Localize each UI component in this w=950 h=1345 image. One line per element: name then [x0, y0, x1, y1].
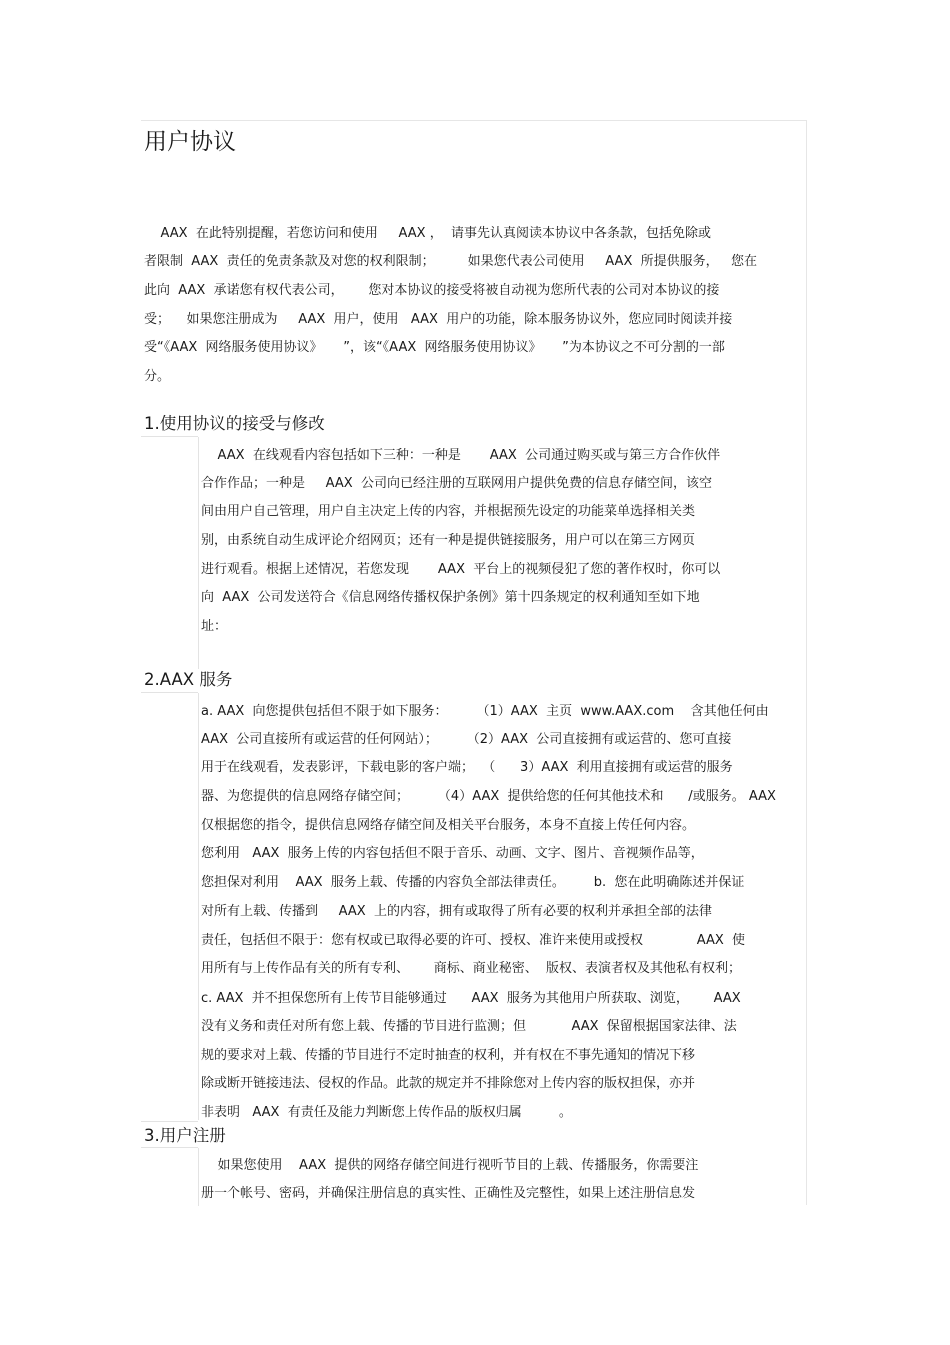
section-2-line: 您利用 AAX 服务上传的内容包括但不限于音乐、动画、文字、图片、音视频作品等， — [201, 846, 704, 861]
section-2-line: 器、为您提供的信息网络存储空间； （4）AAX 提供给您的任何其他技术和 /或服务。 AAX — [201, 789, 776, 804]
section-3-line: 如果您使用 AAX 提供的网络存储空间进行视听节目的上载、传播服务，你需要注 — [201, 1158, 699, 1173]
document-title: 用户协议 — [144, 129, 236, 155]
section-2-line: 没有义务和责任对所有您上载、传播的节目进行监测；但 AAX 保留根据国家法律、法 — [201, 1019, 737, 1034]
section-1-line: 合作作品；一种是 AAX 公司向已经注册的互联网用户提供免费的信息存储空间，该空 — [201, 476, 712, 491]
section-1-line: 别，由系统自动生成评论介绍网页；还有一种是提供链接服务，用户可以在第三方网页 — [201, 533, 696, 548]
section-heading-1: 1.使用协议的接受与修改 — [144, 414, 325, 433]
section-2-line: AAX 公司直接所有或运营的任何网站）； （2）AAX 公司直接拥有或运营的、您可直接 — [201, 732, 732, 747]
section-2-line: 用于在线观看，发表影评，下载电影的客户端； （ 3）AAX 利用直接拥有或运营的服务 — [201, 760, 733, 775]
intro-line: 分。 — [144, 369, 171, 384]
section-heading-2: 2.AAX 服务 — [144, 670, 233, 689]
intro-line: 此向 AAX 承诺您有权代表公司， 您对本协议的接受将被自动视为您所代表的公司对本协议的接 — [144, 283, 720, 298]
section-1-line: 间由用户自己管理，用户自主决定上传的内容，并根据预先设定的功能菜单选择相关类 — [201, 504, 696, 519]
section-2-line: 责任，包括但不限于：您有权或已取得必要的许可、授权、准许来使用或授权 AAX 使 — [201, 933, 746, 948]
heading-rule-3b — [141, 1147, 198, 1148]
intro-line: 受“《AAX 网络服务使用协议》 ”，该“《AAX 网络服务使用协议》 ”为本协议之不可分割的一部 — [144, 340, 725, 355]
section-2-line: 仅根据您的指令，提供信息网络存储空间及相关平台服务，本身不直接上传任何内容。 — [201, 818, 696, 833]
indent-rule-2 — [198, 693, 199, 1120]
section-2-line: c. AAX 并不担保您所有上传节目能够通过 AAX 服务为其他用户所获取、浏览， AAX — [201, 991, 741, 1006]
heading-rule-1 — [141, 436, 198, 437]
section-2-line: 用所有与上传作品有关的所有专利、 商标、商业秘密、 版权、表演者权及其他私有权利； — [201, 961, 742, 976]
section-2-line: 您担保对利用 AAX 服务上载、传播的内容负全部法律责任。 b. 您在此明确陈述并保证 — [201, 875, 745, 890]
indent-rule-1 — [198, 437, 199, 669]
indent-rule-3 — [198, 1148, 199, 1206]
section-1-line: AAX 在线观看内容包括如下三种：一种是 AAX 公司通过购买或与第三方合作伙伴 — [201, 448, 721, 463]
section-1-line: 址： — [201, 619, 228, 634]
section-2-line: a. AAX 向您提供包括但不限于如下服务： （1）AAX 主页 www.AAX.com 含其他任何由 — [201, 704, 769, 719]
intro-line: AAX 在此特别提醒，若您访问和使用 AAX ， 请事先认真阅读本协议中各条款，包括免除或 — [144, 226, 711, 241]
intro-line: 者限制 AAX 责任的免责条款及对您的权利限制； 如果您代表公司使用 AAX 所提供服务， 您在 — [144, 254, 758, 269]
section-1-line: 向 AAX 公司发送符合《信息网络传播权保护条例》第十四条规定的权利通知至如下地 — [201, 590, 700, 605]
section-2-line: 非表明 AAX 有责任及能力判断您上传作品的版权归属 。 — [201, 1105, 572, 1120]
heading-rule-3a — [141, 1121, 198, 1122]
section-1-line: 进行观看。根据上述情况，若您发现 AAX 平台上的视频侵犯了您的著作权时，你可以 — [201, 562, 721, 577]
section-3-line: 册一个帐号、密码，并确保注册信息的真实性、正确性及完整性，如果上述注册信息发 — [201, 1186, 696, 1201]
section-2-line: 除或断开链接违法、侵权的作品。此款的规定并不排除您对上传内容的版权担保，亦并 — [201, 1076, 696, 1091]
section-heading-3: 3.用户注册 — [144, 1126, 226, 1145]
heading-rule-2 — [141, 692, 198, 693]
section-2-line: 规的要求对上载、传播的节目进行不定时抽查的权利，并有权在不事先通知的情况下移 — [201, 1048, 696, 1063]
intro-line: 受； 如果您注册成为 AAX 用户，使用 AAX 用户的功能，除本服务协议外，您应同时阅读并接 — [144, 312, 733, 327]
section-2-line: 对所有上载、传播到 AAX 上的内容，拥有或取得了所有必要的权利并承担全部的法律 — [201, 904, 712, 919]
